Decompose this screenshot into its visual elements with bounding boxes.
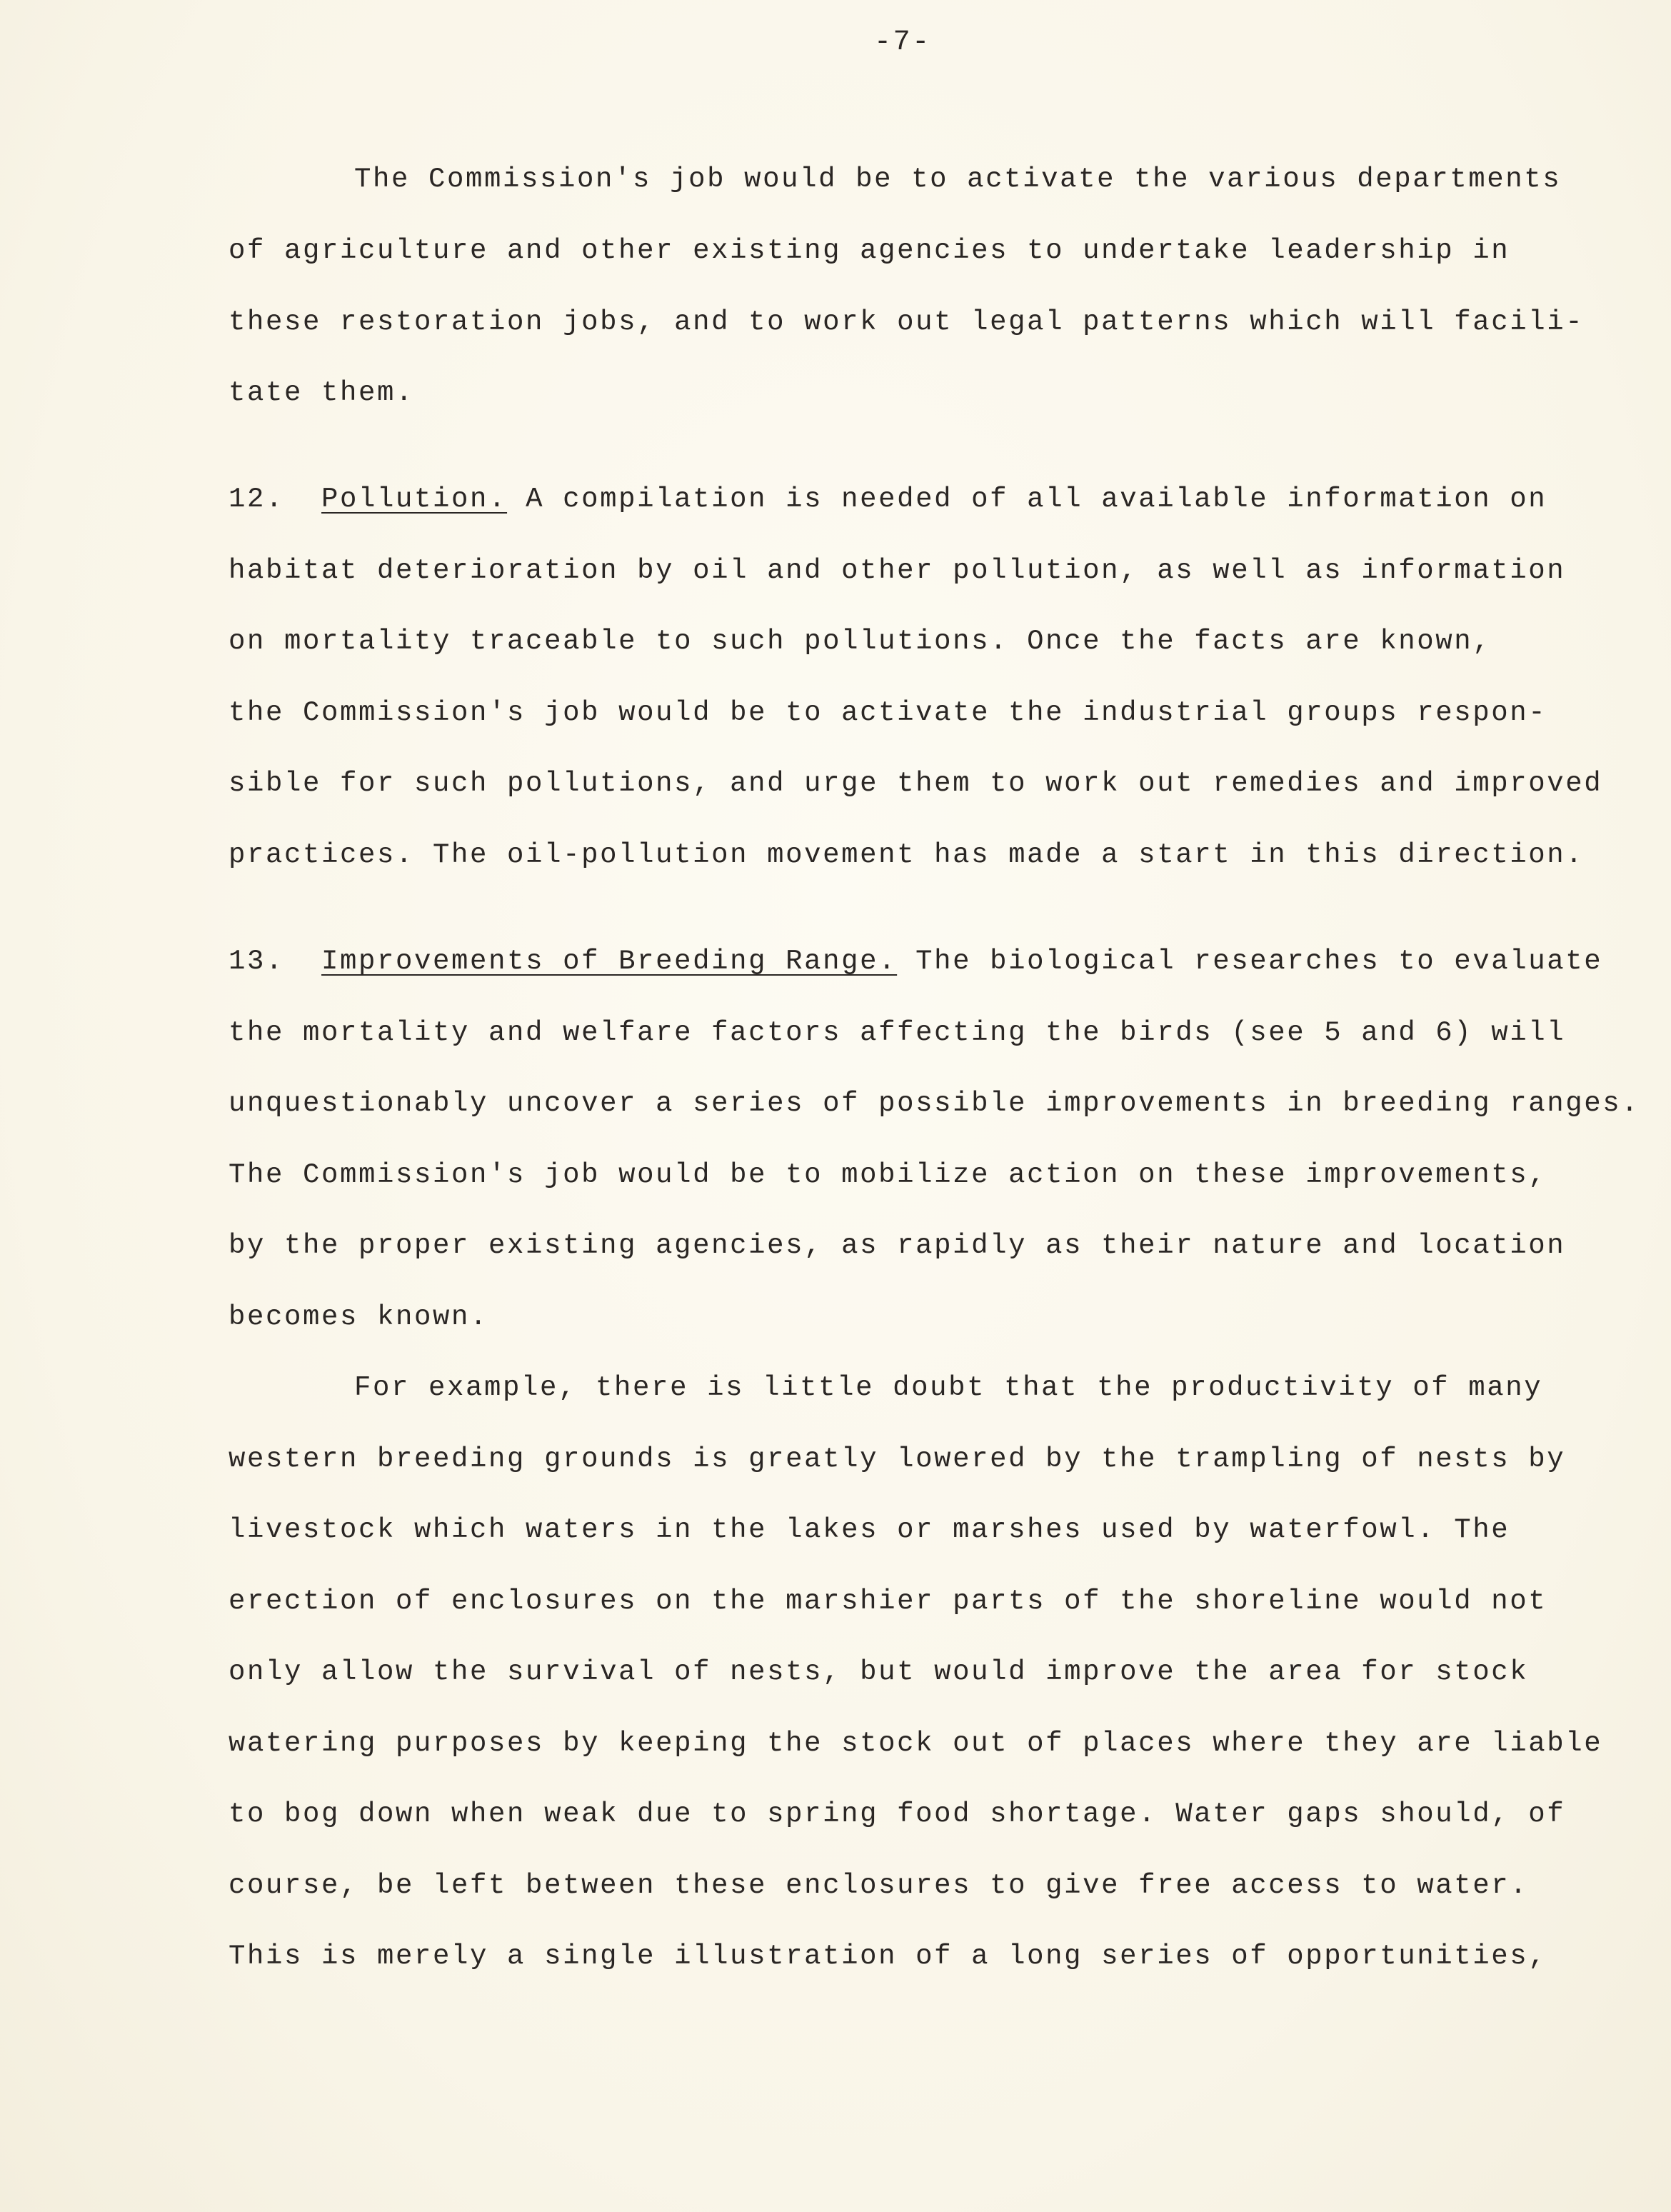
paragraph-line: practices. The oil-pollution movement has made a start in this direction. bbox=[229, 839, 1585, 871]
paragraph-line: becomes known. bbox=[229, 1301, 489, 1333]
paragraph-line: This is merely a single illustration of a long series of opportunities, bbox=[229, 1941, 1547, 1972]
paragraph-line: only allow the survival of nests, but would improve the area for stock bbox=[229, 1656, 1529, 1688]
paragraph-line: For example, there is little doubt that the productivity of many bbox=[354, 1372, 1543, 1403]
paragraph-line: on mortality traceable to such pollutions. Once the facts are known, bbox=[229, 626, 1492, 657]
section-13-first-line bbox=[229, 948, 1602, 976]
section-heading: Improvements of Breeding Range. bbox=[321, 946, 898, 977]
paragraph-line: of agriculture and other existing agencies to undertake leadership in bbox=[229, 235, 1510, 266]
paragraph-line: The Commission's job would be to activate the various departments bbox=[354, 164, 1562, 195]
paragraph-line: sible for such pollutions, and urge them to work out remedies and improved bbox=[229, 768, 1603, 799]
paragraph-line: tate them. bbox=[229, 377, 415, 409]
section-heading: Pollution. bbox=[321, 484, 508, 515]
section-text: The biological researches to evaluate bbox=[897, 946, 1603, 977]
paragraph-line: the Commission's job would be to activate the industrial groups respon- bbox=[229, 697, 1547, 729]
section-text: A compilation is needed of all available information on bbox=[507, 484, 1547, 515]
section-12-first-line bbox=[229, 486, 1547, 514]
paragraph-line: western breeding grounds is greatly lowered by the trampling of nests by bbox=[229, 1443, 1566, 1475]
section-number: 13. bbox=[229, 946, 285, 977]
paragraph-line: these restoration jobs, and to work out legal patterns which will facili- bbox=[229, 306, 1585, 338]
section-number: 12. bbox=[229, 484, 285, 515]
paragraph-line: livestock which waters in the lakes or marshes used by waterfowl. The bbox=[229, 1514, 1510, 1546]
paragraph-line: unquestionably uncover a series of possible improvements in breeding ranges. bbox=[229, 1088, 1640, 1119]
paragraph-line: The Commission's job would be to mobilize action on these improvements, bbox=[229, 1159, 1547, 1191]
page-number: -7- bbox=[874, 26, 931, 59]
paragraph-line: to bog down when weak due to spring food shortage. Water gaps should, of bbox=[229, 1798, 1566, 1830]
paragraph-line: by the proper existing agencies, as rapidly as their nature and location bbox=[229, 1230, 1566, 1261]
paragraph-line: course, be left between these enclosures to give free access to water. bbox=[229, 1870, 1529, 1901]
paragraph-line: watering purposes by keeping the stock out of places where they are liable bbox=[229, 1728, 1603, 1759]
paragraph-line: the mortality and welfare factors affecting the birds (see 5 and 6) will bbox=[229, 1017, 1566, 1049]
paragraph-line: erection of enclosures on the marshier parts of the shoreline would not bbox=[229, 1586, 1547, 1617]
paragraph-line: habitat deterioration by oil and other pollution, as well as information bbox=[229, 555, 1566, 586]
